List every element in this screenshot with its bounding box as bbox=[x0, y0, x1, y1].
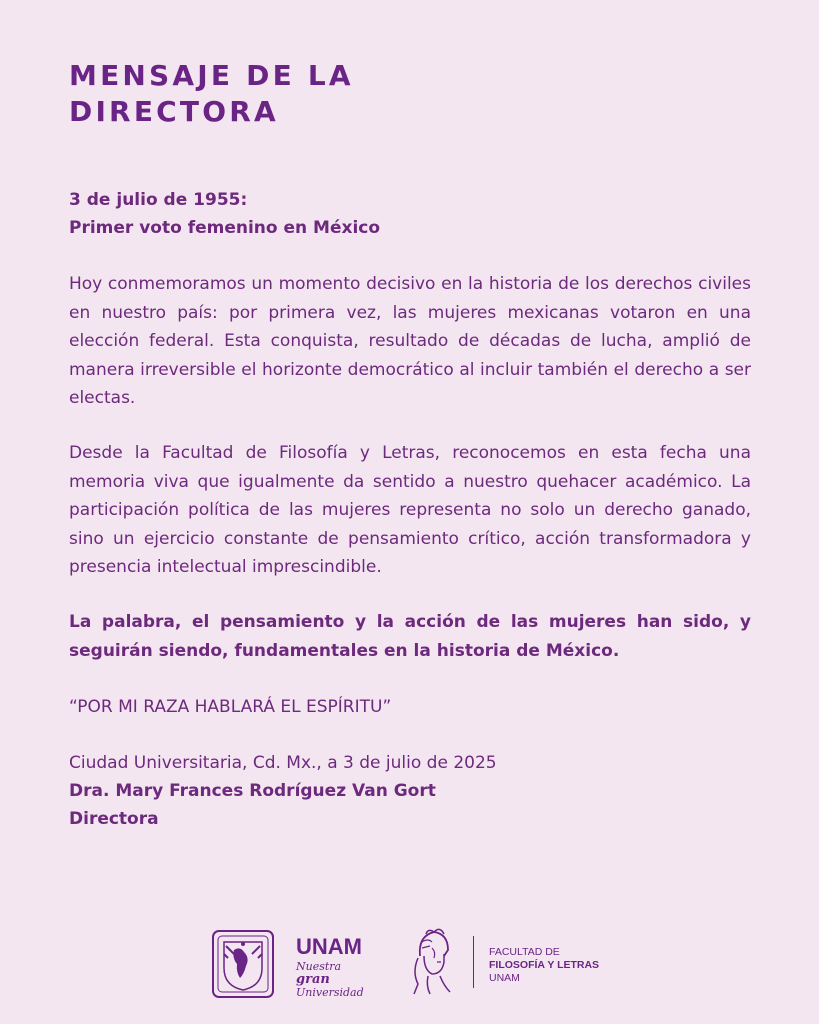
date-heading-line-2: Primer voto femenino en México bbox=[69, 218, 381, 238]
unam-wordmark: UNAM bbox=[296, 934, 362, 959]
paragraph-1: Hoy conmemoramos un momento decisivo en la historia de los derechos civiles en nuestro país: por primera vez, las mujeres mexicanas votaron en una elección federal. Esta conquista, resultado de décadas de lucha, amplió de manera irreversible el horizonte democrático al incluir también el derecho a ser electas. bbox=[69, 274, 751, 409]
unam-tagline-nuestra: Nuestra bbox=[296, 960, 342, 973]
paragraph-2: Desde la Facultad de Filosofía y Letras, reconocemos en esta fecha una memoria viva que igualmente da sentido a nuestro quehacer académico. La participación política de las mujeres representa no solo un derecho ganado, sino un ejercicio constante de pensamiento crítico, acción transformadora y presencia intelectual imprescindible. bbox=[69, 443, 751, 578]
date-heading-line-1: 3 de julio de 1955: bbox=[69, 190, 248, 210]
paragraph-3: La palabra, el pensamiento y la acción de las mujeres han sido, y seguirán siendo, fundamentales en la historia de México. bbox=[69, 612, 751, 661]
logo-divider bbox=[473, 936, 474, 988]
logo-bar bbox=[0, 922, 819, 1002]
unam-tagline bbox=[296, 960, 376, 999]
title-line-1: MENSAJE DE LA bbox=[69, 59, 354, 92]
motto: “POR MI RAZA HABLARÁ EL ESPÍRITU” bbox=[69, 697, 392, 717]
ffyl-line-2: FILOSOFÍA Y LETRAS bbox=[489, 959, 600, 971]
ffyl-line-3: UNAM bbox=[489, 972, 520, 984]
title-line-2: DIRECTORA bbox=[69, 95, 279, 128]
page-title bbox=[69, 58, 354, 130]
signature-place-date: Ciudad Universitaria, Cd. Mx., a 3 de julio de 2025 bbox=[69, 753, 497, 773]
signature-role: Directora bbox=[69, 809, 159, 829]
unam-tagline-gran: gran bbox=[296, 972, 330, 987]
signature-name: Dra. Mary Frances Rodríguez Van Gort bbox=[69, 781, 436, 801]
athena-head-icon bbox=[404, 926, 462, 998]
ffyl-line-1: FACULTAD DE bbox=[489, 946, 560, 958]
unam-seal-icon bbox=[210, 928, 276, 1000]
unam-logo bbox=[296, 934, 376, 1000]
date-heading bbox=[69, 186, 751, 242]
ffyl-logo-text bbox=[489, 946, 599, 985]
signature-block bbox=[69, 749, 751, 833]
unam-tagline-universidad: Universidad bbox=[296, 986, 364, 999]
